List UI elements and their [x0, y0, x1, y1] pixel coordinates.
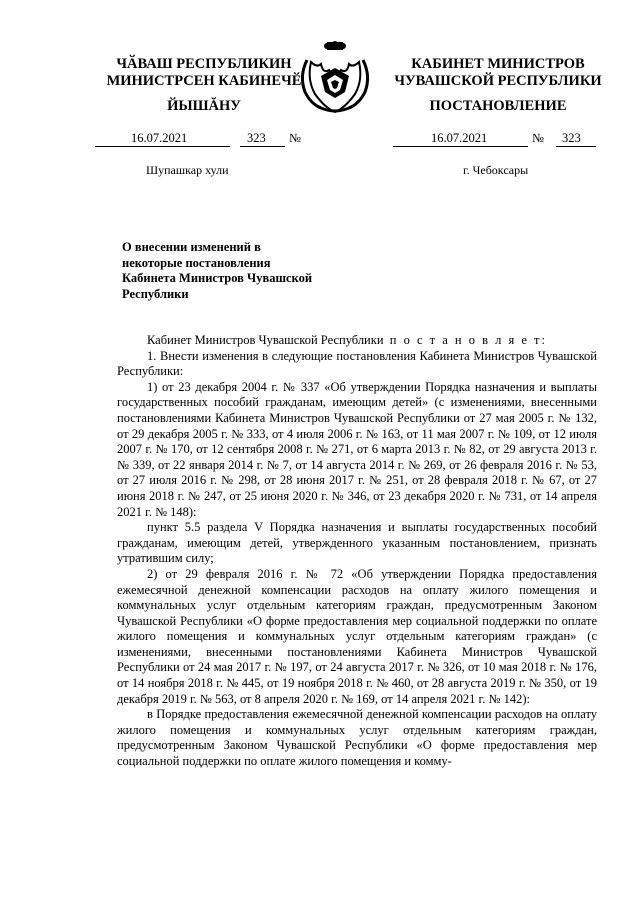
left-number: 323 [247, 131, 266, 145]
left-number-underline [240, 146, 285, 147]
left-date-underline [95, 146, 230, 147]
paragraph-2: 1) от 23 декабря 2004 г. № 337 «Об утверждении Порядка назначения и выплаты государственных пособий гражданам, имеющим детей» (с изменениями, внесенными постановлениями Кабинета Министров Чувашской Республики от 27 мая 2005 г. № 132, от 29 декабря 2005 г. № 333, от 4 июля 2006 г. № 163, от 11 мая 2007 г. № 109, от 12 июля 2007 г. № 170, от 12 сентября 2008 г. № 271, от 6 марта 2013 г. № 82, от 29 августа 2013 г. № 339, от 22 января 2014 г. № 7, от 14 августа 2014 г. № 269, от 26 февраля 2016 г. № 53, от 27 июля 2016 г. № 298, от 28 июня 2017 г. № 251, от 28 февраля 2018 г. № 67, от 27 июня 2018 г. № 247, от 25 июня 2020 г. № 346, от 23 декабря 2020 г. № 731, от 14 апреля 2021 г. № 148): [117, 379, 597, 519]
left-date: 16.07.2021 [131, 131, 188, 145]
header-left [89, 56, 319, 90]
header-left-line1: ЧӐВАШ РЕСПУБЛИКИН [116, 56, 292, 72]
header-left-title: ЙЫШĂНУ [167, 98, 241, 114]
header-right-title: ПОСТАНОВЛЕНИЕ [429, 98, 567, 114]
paragraph-1: 1. Внести изменения в следующие постановления Кабинета Министров Чувашской Республики: [117, 348, 597, 379]
header-right [383, 56, 613, 90]
left-number-sign: № [289, 131, 301, 145]
document-subject: О внесении изменений в некоторые постановления Кабинета Министров Чувашской Республики [122, 240, 313, 301]
intro-paragraph [117, 333, 597, 349]
right-number-sign: № [532, 131, 544, 145]
header-right-line1: КАБИНЕТ МИНИСТРОВ [411, 56, 585, 72]
right-place: г. Чебоксары [463, 163, 529, 177]
paragraph-3: пункт 5.5 раздела V Порядка назначения и выплаты государственных пособий гражданам, имеющим детей, утвержденного указанным постановлением, признать утратившим силу; [117, 520, 597, 566]
right-date-underline [393, 146, 528, 147]
paragraph-5: в Порядке предоставления ежемесячной денежной компенсации расходов на оплату жилого помещения и коммунальных услуг отдельным категориям граждан, предусмотренным Законом Чувашской Республики «О форме предоставления мер социальной поддержки по оплате жилого помещения и комму- [117, 707, 597, 769]
coat-of-arms-emblem [297, 40, 373, 116]
right-number-underline [556, 146, 596, 147]
left-place: Шупашкар хули [146, 163, 229, 177]
header-right-line2: ЧУВАШСКОЙ РЕСПУБЛИКИ [394, 73, 602, 89]
document-body [117, 333, 597, 770]
paragraph-4: 2) от 29 февраля 2016 г. № 72 «Об утверждении Порядка предоставления ежемесячной денежной компенсации расходов на оплату жилого помещения и коммунальных услуг отдельным категориям граждан, предусмотренным Законом Чувашской Республики «О форме предоставления мер социальной поддержки по оплате жилого помещения и коммунальных услуг отдельным категориям граждан» (с изменениями, внесенными постановлениями Кабинета Министров Чувашской Республики от 24 мая 2017 г. № 197, от 24 августа 2017 г. № 326, от 10 мая 2018 г. № 176, от 14 ноября 2018 г. № 445, от 19 ноября 2018 г. № 460, от 28 августа 2019 г. № 350, от 19 декабря 2019 г. № 563, от 8 апреля 2020 г. № 169, от 14 апреля 2021 г. № 142): [117, 566, 597, 706]
header-left-line2: МИНИСТРСЕН КАБИНЕЧӖ [106, 73, 302, 89]
right-number: 323 [562, 131, 581, 145]
right-date: 16.07.2021 [431, 131, 488, 145]
intro-verb: п о с т а н о в л я е т: [389, 333, 547, 347]
intro-lead: Кабинет Министров Чувашской Республики [147, 333, 384, 347]
